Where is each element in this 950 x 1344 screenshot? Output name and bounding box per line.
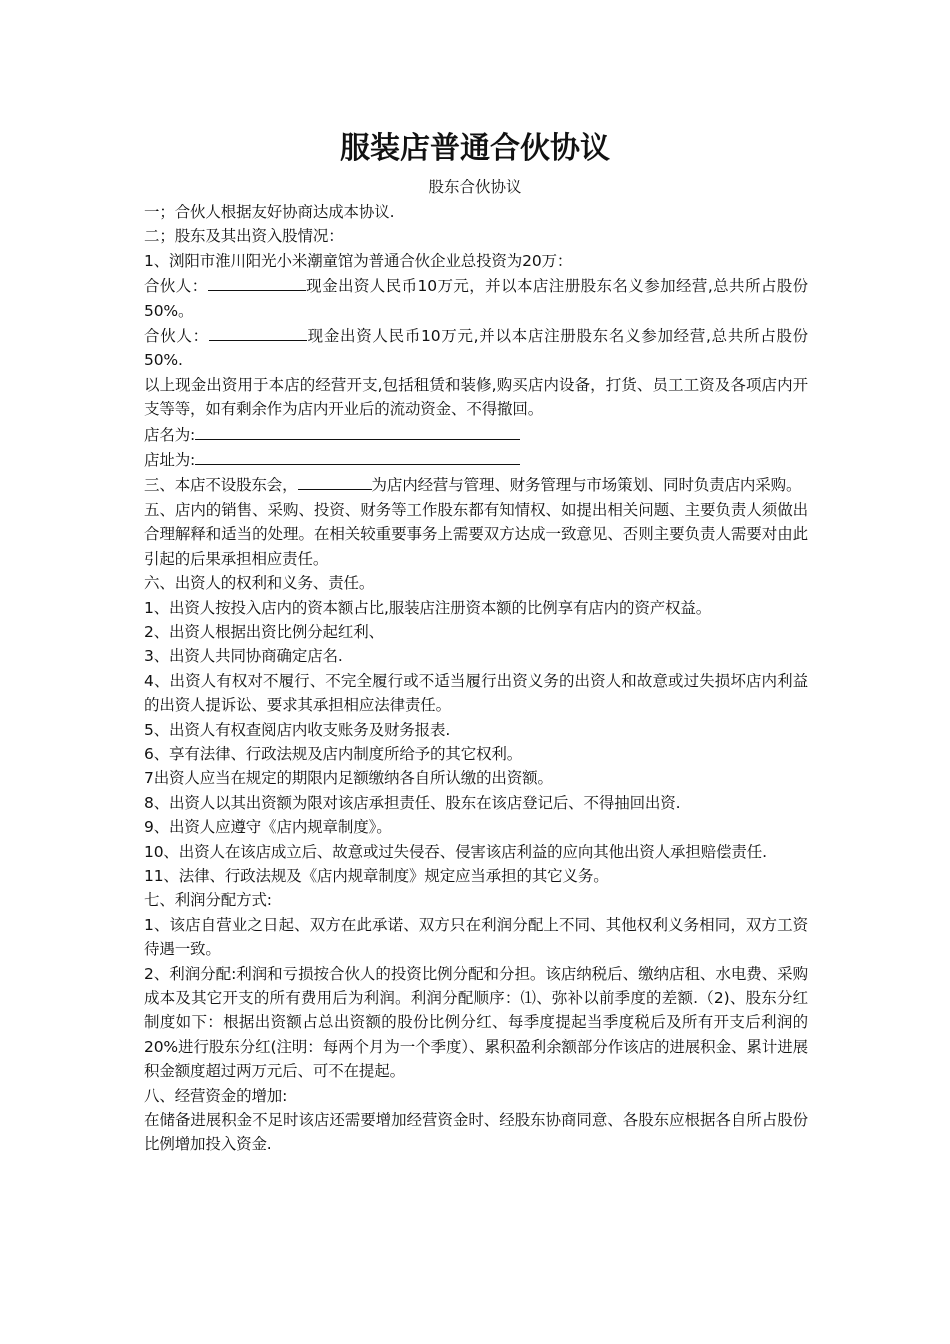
- paragraph-21: 10、出资人在该店成立后、故意或过失侵吞、侵害该店利益的应向其他出资人承担赔偿责任.: [144, 842, 767, 861]
- document-subtitle: 股东合伙协议: [428, 178, 522, 196]
- paragraph-18: 7出资人应当在规定的期限内足额缴纳各自所认缴的出资额。: [144, 769, 553, 788]
- paragraph-3: 1、浏阳市淮川阳光小米潮童馆为普通合伙企业总投资为20万：: [144, 251, 573, 270]
- partner-2-label: 合伙人：: [144, 327, 209, 346]
- paragraph-13: 2、出资人根据出资比例分起红利、: [144, 622, 384, 641]
- partner-1-paragraph: [144, 273, 808, 323]
- shop-address-label: 店址为:: [144, 451, 196, 470]
- paragraph-25: 2、利润分配:利润和亏损按合伙人的投资比例分配和分担。该店纳税后、缴纳店租、水电费、采购成本及其它开支的所有费用后为利润。利润分配顺序：⑴、弥补以前季度的差额.（2)、股东分红制度如下：根据出资额占总出资额的股份比例分红、每季度提起当季度税后及所有开支后利润的20%进行股东分红(注明：每两个月为一个季度）、累积盈利余额部分作该店的进展积金、累计进展积金额度超过两万元后、可不在提起。: [144, 964, 808, 1081]
- document-title: 服装店普通合伙协议: [340, 131, 610, 166]
- partner-2-blank: [209, 323, 307, 341]
- paragraph-2: 二；股东及其出资入股情况：: [144, 227, 344, 246]
- paragraph-10: 五、店内的销售、采购、投资、财务等工作股东都有知情权、如提出相关问题、主要负责人须做出合理解释和适当的处理。在相关较重要事务上需要双方达成一致意见、否则主要负责人需要对由此引起的后果承担相应责任。: [144, 500, 808, 568]
- document-body: [144, 200, 808, 1157]
- paragraph-6: 以上现金出资用于本店的经营开支,包括租赁和装修,购买店内设备，打货、员工工资及各项店内开支等等，如有剩余作为店内开业后的流动资金、不得撤回。: [144, 375, 808, 419]
- partner-1-text: 现金出资人民币10万元，并以本店注册股东名义参加经营,总共所占股份50%。: [144, 277, 809, 320]
- paragraph-9: [144, 472, 808, 497]
- section-8-heading: 八、经营资金的增加:: [144, 1086, 288, 1105]
- paragraph-9-lead: 三、本店不设股东会，: [144, 476, 298, 495]
- shop-name-blank: [195, 422, 520, 440]
- paragraph-22: 11、法律、行政法规及《店内规章制度》规定应当承担的其它义务。: [144, 866, 609, 885]
- paragraph-1: 一；合伙人根据友好协商达成本协议.: [144, 203, 395, 221]
- partner-2-paragraph: [144, 323, 808, 373]
- partner-1-blank: [208, 273, 306, 291]
- paragraph-15: 4、出资人有权对不履行、不完全履行或不适当履行出资义务的出资人和故意或过失损坏店内利益的出资人提诉讼、要求其承担相应法律责任。: [144, 671, 808, 715]
- paragraph-16: 5、出资人有权查阅店内收支账务及财务报表.: [144, 720, 451, 739]
- manager-blank: [298, 472, 372, 490]
- section-6-heading: 六、出资人的权利和义务、责任。: [144, 574, 375, 593]
- section-7-heading: 七、利润分配方式:: [144, 891, 272, 910]
- partner-2-text: 现金出资人民币10万元,并以本店注册股东名义参加经营,总共所占股份50%.: [144, 327, 808, 370]
- paragraph-19: 8、出资人以其出资额为限对该店承担责任、股东在该店登记后、不得抽回出资.: [144, 793, 681, 812]
- shop-address-line: [144, 447, 808, 472]
- paragraph-24: 1、该店自营业之日起、双方在此承诺、双方只在利润分配上不同、其他权利义务相同，双方工资待遇一致。: [144, 915, 808, 959]
- paragraph-9-text: 为店内经营与管理、财务管理与市场策划、同时负责店内采购。: [371, 476, 802, 495]
- paragraph-17: 6、享有法律、行政法规及店内制度所给予的其它权利。: [144, 744, 523, 763]
- paragraph-20: 9、出资人应遵守《店内规章制度》。: [144, 818, 392, 837]
- paragraph-27: 在储备进展积金不足时该店还需要增加经营资金时、经股东协商同意、各股东应根据各自所占股份比例增加投入资金.: [144, 1111, 808, 1154]
- paragraph-14: 3、出资人共同协商确定店名.: [144, 647, 343, 666]
- shop-name-label: 店名为:: [144, 425, 196, 444]
- paragraph-12: 1、出资人按投入店内的资本额占比,服装店注册资本额的比例享有店内的资产权益。: [144, 598, 712, 617]
- partner-1-label: 合伙人：: [144, 277, 208, 296]
- shop-name-line: [144, 422, 808, 447]
- shop-address-blank: [195, 447, 520, 465]
